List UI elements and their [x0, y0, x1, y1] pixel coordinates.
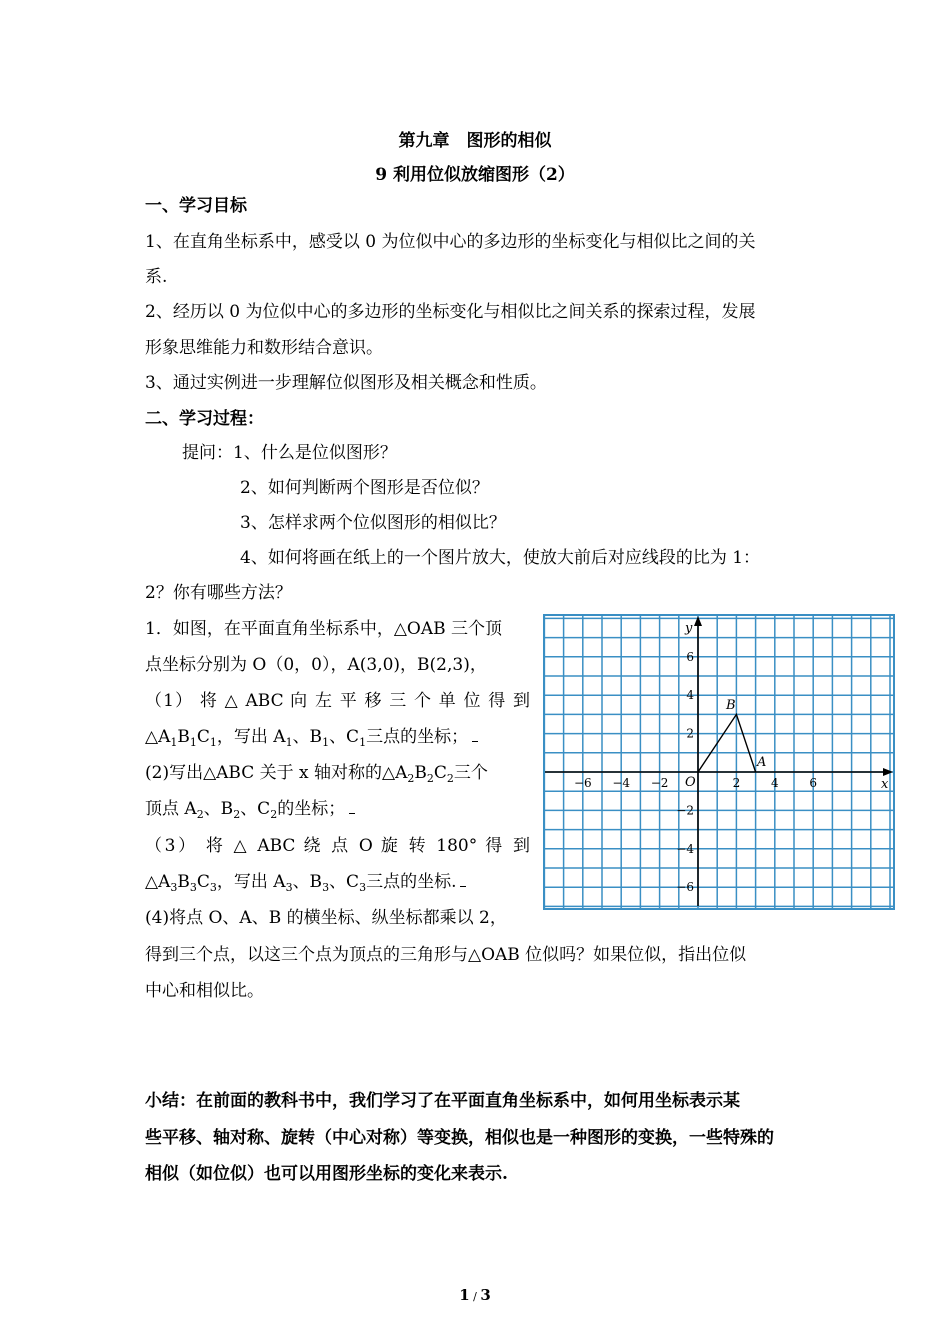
part-1-line-2: [145, 725, 478, 751]
answer-blank[interactable]: [472, 729, 478, 742]
text: 、B: [292, 872, 323, 892]
y-tick-label: 2: [686, 726, 694, 741]
point-a-label: A: [757, 755, 767, 770]
subscript: 3: [209, 881, 217, 894]
summary-line-2: 些平移、轴对称、旋转（中心对称）等变换，相似也是一种图形的变换，一些特殊的: [145, 1128, 774, 1148]
y-tick-label: −6: [676, 880, 694, 895]
x-tick-label: 2: [732, 776, 741, 790]
origin-label: O: [685, 775, 696, 790]
part-4-line-2: 得到三个点，以这三个点为顶点的三角形与△OAB 位似吗？如果位似，指出位似: [145, 945, 747, 965]
x-tick-label: 6: [809, 776, 818, 790]
subscript: 3: [170, 881, 178, 894]
subscript: 2: [196, 808, 204, 821]
subscript: 3: [359, 881, 367, 894]
y-axis-label: y: [685, 621, 693, 636]
text: △A: [145, 872, 171, 892]
text: ，写出 A: [216, 872, 286, 892]
point-b-label: B: [726, 698, 736, 713]
problem-intro-1: 1．如图，在平面直角坐标系中，△OAB 三个顶: [145, 619, 502, 639]
objective-line-1: 1、在直角坐标系中，感受以 0 为位似中心的多边形的坐标变化与相似比之间的关: [145, 232, 756, 252]
text: C: [433, 763, 447, 783]
triangle-oab: [698, 714, 756, 772]
answer-blank[interactable]: [460, 874, 466, 887]
answer-blank[interactable]: [349, 801, 355, 814]
page-total: 3: [480, 1286, 491, 1304]
subscript: 2: [407, 772, 415, 785]
text: B: [414, 763, 427, 783]
part-2-line-1: [145, 761, 488, 787]
text: 三点的坐标.: [366, 872, 457, 892]
subscript: 1: [359, 736, 367, 749]
text: 三个: [453, 763, 488, 783]
part-4-line-3: 中心和相似比。: [145, 981, 264, 1001]
question-4: 4、如何将画在纸上的一个图片放大，使放大前后对应线段的比为 1：: [240, 548, 761, 568]
y-tick-label: 6: [686, 649, 694, 664]
part-4-line-1: (4)将点 O、A、B 的横坐标、纵坐标都乘以 2，: [145, 908, 507, 928]
x-tick-label: −4: [612, 776, 631, 790]
subscript: 1: [285, 736, 293, 749]
subscript: 1: [322, 736, 330, 749]
objective-line-2: 系.: [145, 267, 168, 287]
coordinate-grid-figure: [543, 614, 895, 910]
text: C: [196, 727, 210, 747]
subscript: 2: [446, 772, 454, 785]
part-1-line-1: （1） 将 △ ABC 向 左 平 移 三 个 单 位 得 到: [145, 691, 530, 711]
part-3-line-2: [145, 870, 466, 896]
objectives-heading: 一、学习目标: [145, 196, 247, 216]
chapter-title: 第九章 图形的相似: [398, 131, 552, 151]
text: B: [177, 872, 190, 892]
subscript: 2: [233, 808, 241, 821]
text: 、C: [329, 872, 360, 892]
text: 、C: [329, 727, 360, 747]
objective-line-4: 形象思维能力和数形结合意识。: [145, 338, 383, 358]
text: ，写出 A: [216, 727, 286, 747]
question-4-continued: 2？你有哪些方法？: [145, 583, 292, 603]
page-separator: /: [469, 1290, 481, 1303]
y-tick-label: −2: [676, 803, 694, 818]
summary-line-3: 相似（如位似）也可以用图形坐标的变化来表示.: [145, 1164, 508, 1184]
y-tick-label: −4: [676, 841, 694, 856]
text: (2)写出△ABC 关于 x 轴对称的△A: [145, 763, 408, 783]
subscript: 3: [189, 881, 197, 894]
x-tick-label: −2: [650, 776, 669, 790]
subscript: 3: [285, 881, 293, 894]
question-3: 3、怎样求两个位似图形的相似比？: [240, 513, 506, 533]
part-2-line-2: [145, 797, 355, 823]
x-tick-label: 4: [770, 776, 779, 790]
subscript: 1: [189, 736, 197, 749]
page-number: [0, 1286, 950, 1304]
summary-line-1: 小结：在前面的教科书中，我们学习了在平面直角坐标系中，如何用坐标表示某: [145, 1091, 740, 1111]
question-2: 2、如何判断两个图形是否位似？: [240, 478, 489, 498]
text: 、C: [240, 799, 271, 819]
grid-border: [544, 615, 894, 909]
x-axis-arrow-icon: [883, 768, 893, 776]
x-axis-label: x: [881, 777, 889, 792]
subscript: 2: [270, 808, 278, 821]
process-heading: 二、学习过程：: [145, 409, 264, 429]
text: △A: [145, 727, 171, 747]
grid-lines: [543, 614, 895, 910]
question-1: 提问：1、什么是位似图形？: [182, 443, 397, 463]
x-tick-label: −6: [573, 776, 592, 790]
objective-line-5: 3、通过实例进一步理解位似图形及相关概念和性质。: [145, 373, 547, 393]
problem-intro-2: 点坐标分别为 O（0，0），A(3,0)，B(2,3)，: [145, 655, 487, 675]
page-current: 1: [459, 1286, 470, 1304]
subscript: 1: [209, 736, 217, 749]
subscript: 2: [426, 772, 434, 785]
text: 三点的坐标；: [366, 727, 469, 747]
text: 、B: [203, 799, 234, 819]
y-tick-label: 4: [686, 688, 694, 703]
lesson-title: 9 利用位似放缩图形（2）: [375, 165, 575, 185]
y-axis-arrow-icon: [694, 616, 702, 626]
subscript: 1: [170, 736, 178, 749]
text: 的坐标；: [277, 799, 346, 819]
text: 、B: [292, 727, 323, 747]
part-3-line-1: （3） 将 △ ABC 绕 点 O 旋 转 180° 得 到: [145, 836, 530, 856]
text: 顶点 A: [145, 799, 197, 819]
subscript: 3: [322, 881, 330, 894]
text: C: [196, 872, 210, 892]
text: B: [177, 727, 190, 747]
objective-line-3: 2、经历以 0 为位似中心的多边形的坐标变化与相似比之间关系的探索过程，发展: [145, 302, 756, 322]
